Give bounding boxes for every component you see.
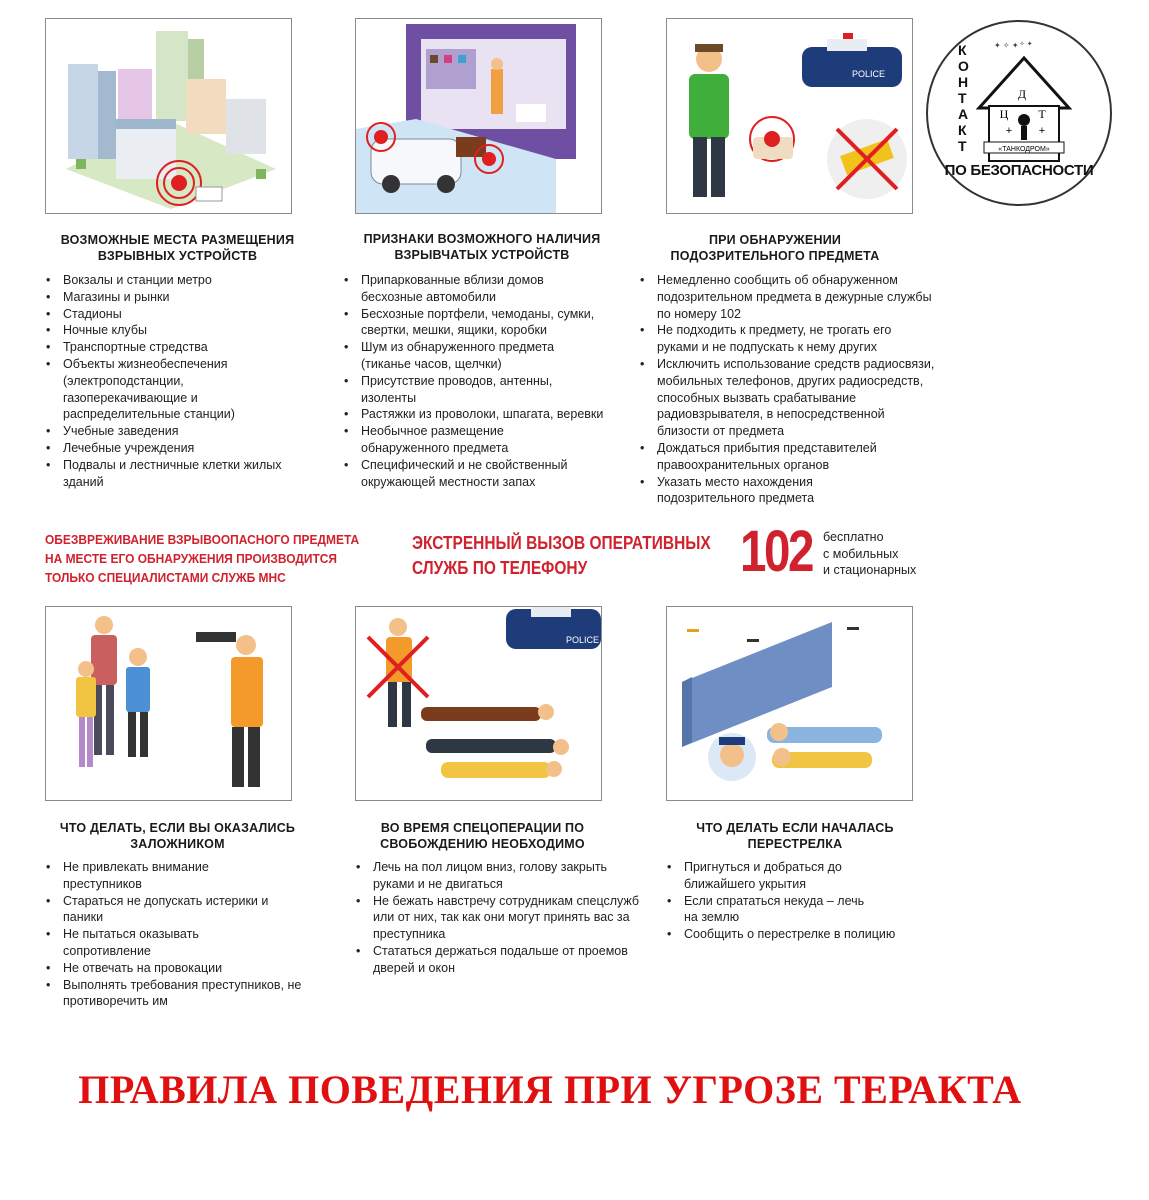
list-item: • Сообщить о перестрелке в полицию <box>666 926 936 943</box>
list-item: • Если спрататься некуда – лечь на землю <box>666 893 874 927</box>
emergency-call-line: СЛУЖБ ПО ТЕЛЕФОНУ <box>412 558 588 578</box>
house-letter-t: Т <box>1038 107 1046 121</box>
section-title-special-operation: ВО ВРЕМЯ СПЕЦОПЕРАЦИИ ПО СВОБОЖДЕНИЮ НЕОБХОДИМО <box>380 821 585 851</box>
suspicious-object-list <box>639 272 939 507</box>
svg-text:+: + <box>1038 125 1046 137</box>
list-item: • Специфический и не свойственный окружающей местности запах <box>343 457 621 491</box>
list-item: • Стататься держаться подальше от проемов дверей и окон <box>355 943 633 977</box>
house-letter-ts: Ц <box>999 107 1009 121</box>
list-item: • Объекты жизнеобеспечения (электроподстанции, газоперекачивающие и распределительные станции) <box>45 356 263 423</box>
list-item: • Учебные заведения <box>45 423 320 440</box>
list-item: • Лечь на пол лицом вниз, голову закрыть руками и не двигаться <box>355 859 623 893</box>
suspicious-object-illustration <box>666 18 913 214</box>
disposal-warning-line: ТОЛЬКО СПЕЦИАЛИСТАМИ СЛУЖБ МНС <box>45 570 286 585</box>
shootout-illustration <box>666 606 913 801</box>
shootout-list <box>666 859 936 943</box>
list-item: • Растяжки из проволоки, шпагата, веревки <box>343 406 606 423</box>
house-letter-d: Д <box>1017 87 1027 101</box>
emergency-call-line: ЭКСТРЕННЫЙ ВЫЗОВ ОПЕРАТИВНЫХ <box>412 533 711 553</box>
emergency-number: 102 <box>740 519 812 584</box>
section-title-suspicious-object: ПРИ ОБНАРУЖЕНИИ ПОДОЗРИТЕЛЬНОГО ПРЕДМЕТА <box>670 233 880 263</box>
list-item: • Ночные клубы <box>45 322 320 339</box>
list-item: • Пригнуться и добраться до ближайшего укрытия <box>666 859 874 893</box>
list-item: • Шум из обнаруженного предмета (тиканье часов, щелчки) <box>343 339 606 373</box>
city-buildings-illustration <box>45 18 292 214</box>
explosive-locations-list <box>45 272 320 490</box>
section-title-explosive-signs: ПРИЗНАКИ ВОЗМОЖНОГО НАЛИЧИЯ ВЗРЫВЧАТЫХ УСТРОЙСТВ <box>363 232 601 262</box>
police-car-label-2: POLICE <box>566 635 600 645</box>
list-item: • Выполнять требования преступников, не противоречить им <box>45 977 323 1011</box>
list-item: • Не бежать навстречу сотрудникам спецслужб или от них, так как они могут принять вас за преступника <box>355 893 643 943</box>
svg-text:✦ ✧ ✦: ✦ ✧ ✦ <box>994 41 1019 50</box>
list-item: • Не подходить к предмету, не трогать его руками и не подпускать к нему других <box>639 322 922 356</box>
list-item: • Вокзалы и станции метро <box>45 272 320 289</box>
shop-and-car-illustration <box>355 18 602 214</box>
svg-text:✧ ✦: ✧ ✦ <box>1019 41 1033 48</box>
list-item: • Указать место нахождения подозрительного предмета <box>639 474 877 508</box>
list-item: • Подвалы и лестничные клетки жилых зданий <box>45 457 313 491</box>
svg-text:+: + <box>1005 125 1013 137</box>
special-operation-illustration <box>355 606 602 801</box>
explosive-signs-list <box>343 272 621 490</box>
free-call-line: бесплатно <box>823 530 884 544</box>
police-car-label: POLICE <box>852 69 886 79</box>
list-item: • Дождаться прибытия представителей правоохранительных органов <box>639 440 907 474</box>
section-title-shootout: ЧТО ДЕЛАТЬ ЕСЛИ НАЧАЛАСЬ ПЕРЕСТРЕЛКА <box>696 821 894 851</box>
kontakt-logo <box>924 18 1114 208</box>
list-item: • Не отвечать на провокации <box>45 960 320 977</box>
hostage-illustration <box>45 606 292 801</box>
list-item: • Припаркованные вблизи домов бесхозные автомобили <box>343 272 581 306</box>
free-call-line: с мобильных <box>823 546 899 561</box>
free-call-line: и стационарных <box>823 563 917 577</box>
list-item: • Транспортные стредства <box>45 339 320 356</box>
logo-bottom-text: ПО БЕЗОПАСНОСТИ <box>944 162 1094 179</box>
section-title-hostage: ЧТО ДЕЛАТЬ, ЕСЛИ ВЫ ОКАЗАЛИСЬ ЗАЛОЖНИКОМ <box>59 821 296 851</box>
free-call-note <box>823 529 916 579</box>
list-item: • Не пытаться оказывать сопротивление <box>45 926 253 960</box>
section-title-explosive-locations: ВОЗМОЖНЫЕ МЕСТА РАЗМЕЩЕНИЯ ВЗРЫВНЫХ УСТРОЙСТВ <box>60 233 295 263</box>
emergency-call-text <box>412 531 711 581</box>
list-item: • Стараться не допускать истерики и паники <box>45 893 303 927</box>
disposal-warning <box>45 530 359 587</box>
list-item: • Немедленно сообщить об обнаруженном подозрительном предмета в дежурные службы по номеру 102 <box>639 272 932 322</box>
list-item: • Бесхозные портфели, чемоданы, сумки, свертки, мешки, ящики, коробки <box>343 306 621 340</box>
list-item: • Стадионы <box>45 306 320 323</box>
disposal-warning-line: НА МЕСТЕ ЕГО ОБНАРУЖЕНИЯ ПРОИЗВОДИТСЯ <box>45 551 338 566</box>
logo-banner: «ТАНКОДРОМ» <box>998 146 1050 153</box>
hostage-list <box>45 859 320 1010</box>
list-item: • Исключить использование средств радиосвязи, мобильных телефонов, других радиосредств, способных вызвать срабатывание радиовзрывателя, в непосредственной близости от предмета <box>639 356 939 440</box>
list-item: • Присутствие проводов, антенны, изоленты <box>343 373 606 407</box>
list-item: • Лечебные учреждения <box>45 440 320 457</box>
list-item: • Не привлекать внимание преступников <box>45 859 263 893</box>
list-item: • Необычное размещение обнаруженного предмета <box>343 423 561 457</box>
disposal-warning-line: ОБЕЗВРЕЖИВАНИЕ ВЗРЫВООПАСНОГО ПРЕДМЕТА <box>45 532 360 547</box>
page-title: ПРАВИЛА ПОВЕДЕНИЯ ПРИ УГРОЗЕ ТЕРАКТА <box>78 1067 1022 1112</box>
special-operation-list <box>355 859 640 977</box>
list-item: • Магазины и рынки <box>45 289 320 306</box>
logo-vertical-text: КОНТАКТ <box>958 42 969 154</box>
